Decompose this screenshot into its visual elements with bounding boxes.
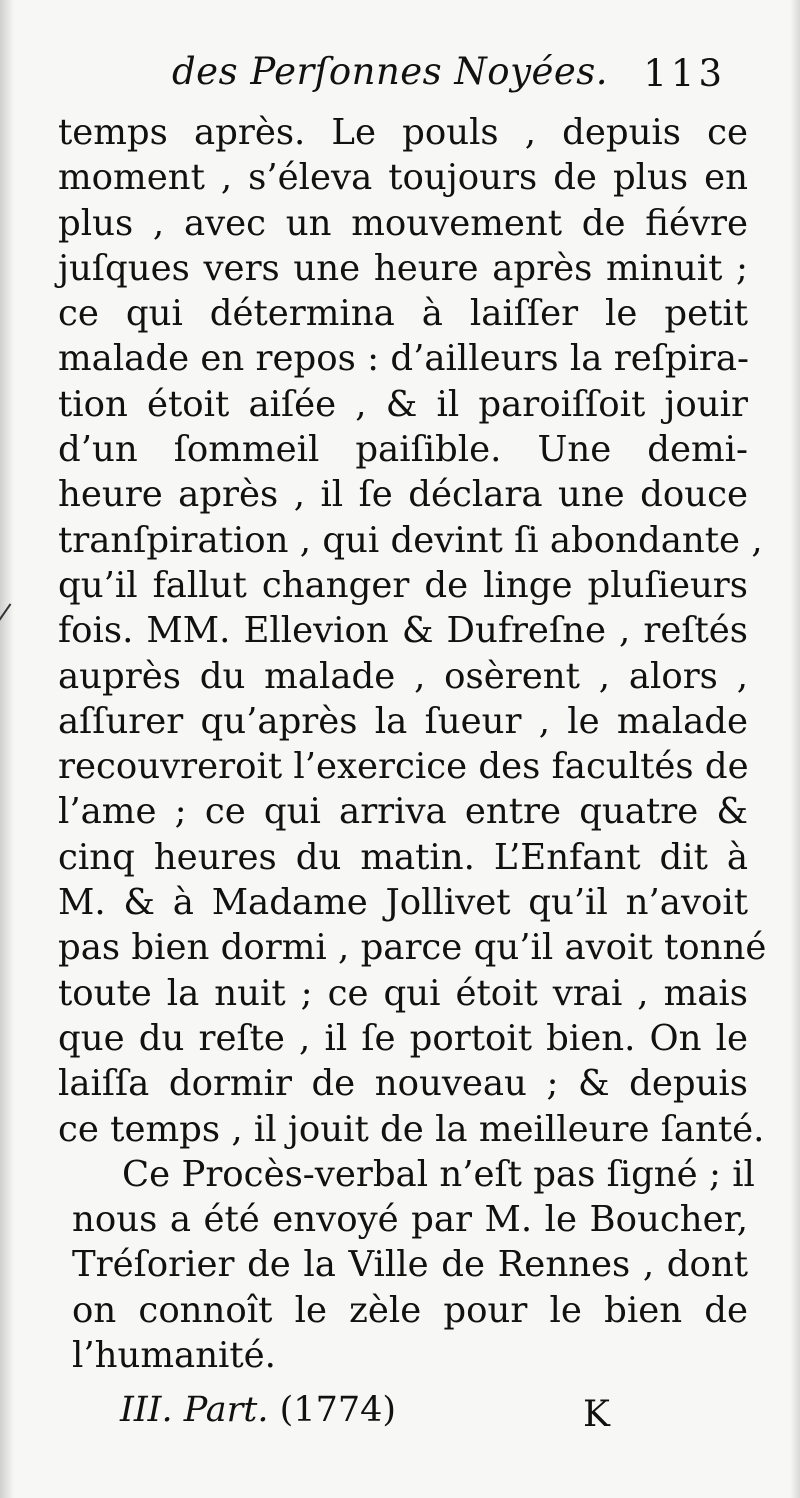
text-line: d’un ſommeil paiſible. Une demi- bbox=[58, 429, 748, 471]
paragraph-2 bbox=[58, 1152, 755, 1378]
text-line: fois. MM. Ellevion & Dufreſne , reſtés bbox=[58, 610, 748, 652]
text-line: Ce Procès-verbal n’eſt pas ſigné ; il bbox=[122, 1153, 755, 1195]
page-left-edge-shadow bbox=[0, 0, 14, 1498]
text-line: malade en repos : d’ailleurs la reſpira- bbox=[58, 338, 750, 380]
page-right-edge-shadow bbox=[790, 0, 800, 1498]
text-line: plus , avec un mouvement de fiévre bbox=[58, 202, 748, 244]
running-head-title: des Perſonnes Noyées. bbox=[172, 50, 609, 93]
text-line: auprès du malade , osèrent , alors , bbox=[58, 655, 748, 697]
text-line: juſques vers une heure après minuit ; bbox=[58, 247, 748, 289]
body-text bbox=[58, 110, 767, 1378]
text-line: laiſſa dormir de nouveau ; & depuis bbox=[58, 1063, 748, 1105]
text-line: qu’il fallut changer de linge pluſieurs bbox=[58, 564, 748, 606]
signature-line bbox=[120, 1390, 396, 1430]
text-line: recouvreroit l’exercice des facultés de bbox=[58, 746, 749, 788]
text-line: ce temps , il jouit de la meilleure ſanté. bbox=[58, 1108, 765, 1150]
part-label: III. Part. bbox=[120, 1390, 269, 1430]
text-line: temps après. Le pouls , depuis ce bbox=[58, 112, 748, 153]
gathering-mark: K bbox=[583, 1394, 610, 1435]
text-line: pas bien dormi , parce qu’il avoit tonné bbox=[58, 927, 767, 969]
text-line: l’humanité. bbox=[72, 1335, 276, 1377]
page-number: 113 bbox=[643, 52, 726, 95]
text-line: toute la nuit ; ce qui étoit vrai , mais bbox=[58, 972, 748, 1014]
text-line: tion étoit aiſée , & il paroiſſoit jouir bbox=[58, 383, 748, 425]
paragraph-1 bbox=[58, 110, 767, 1152]
text-line: l’ame ; ce qui arriva entre quatre & bbox=[58, 791, 748, 833]
text-line: cinq heures du matin. L’Enfant dit à bbox=[58, 836, 748, 878]
text-line: on connoît le zèle pour le bien de bbox=[72, 1289, 748, 1331]
running-head bbox=[172, 40, 732, 110]
text-line: nous a été envoyé par M. le Boucher, bbox=[72, 1199, 748, 1241]
text-line: ce qui détermina à laiſſer le petit bbox=[58, 293, 748, 335]
text-line: Tréſorier de la Ville de Rennes , dont bbox=[72, 1244, 748, 1286]
text-line: moment , s’éleva toujours de plus en bbox=[58, 157, 748, 199]
text-line: aſſurer qu’après la ſueur , le malade bbox=[58, 700, 748, 742]
text-line: heure après , il ſe déclara une douce bbox=[58, 474, 748, 516]
text-line: tranſpiration , qui devint ſi abondante , bbox=[58, 519, 763, 561]
text-line: M. & à Madame Jollivet qu’il n’avoit bbox=[58, 882, 748, 924]
text-line: que du reſte , il ſe portoit bien. On le bbox=[58, 1017, 748, 1059]
part-year: (1774) bbox=[279, 1390, 397, 1430]
